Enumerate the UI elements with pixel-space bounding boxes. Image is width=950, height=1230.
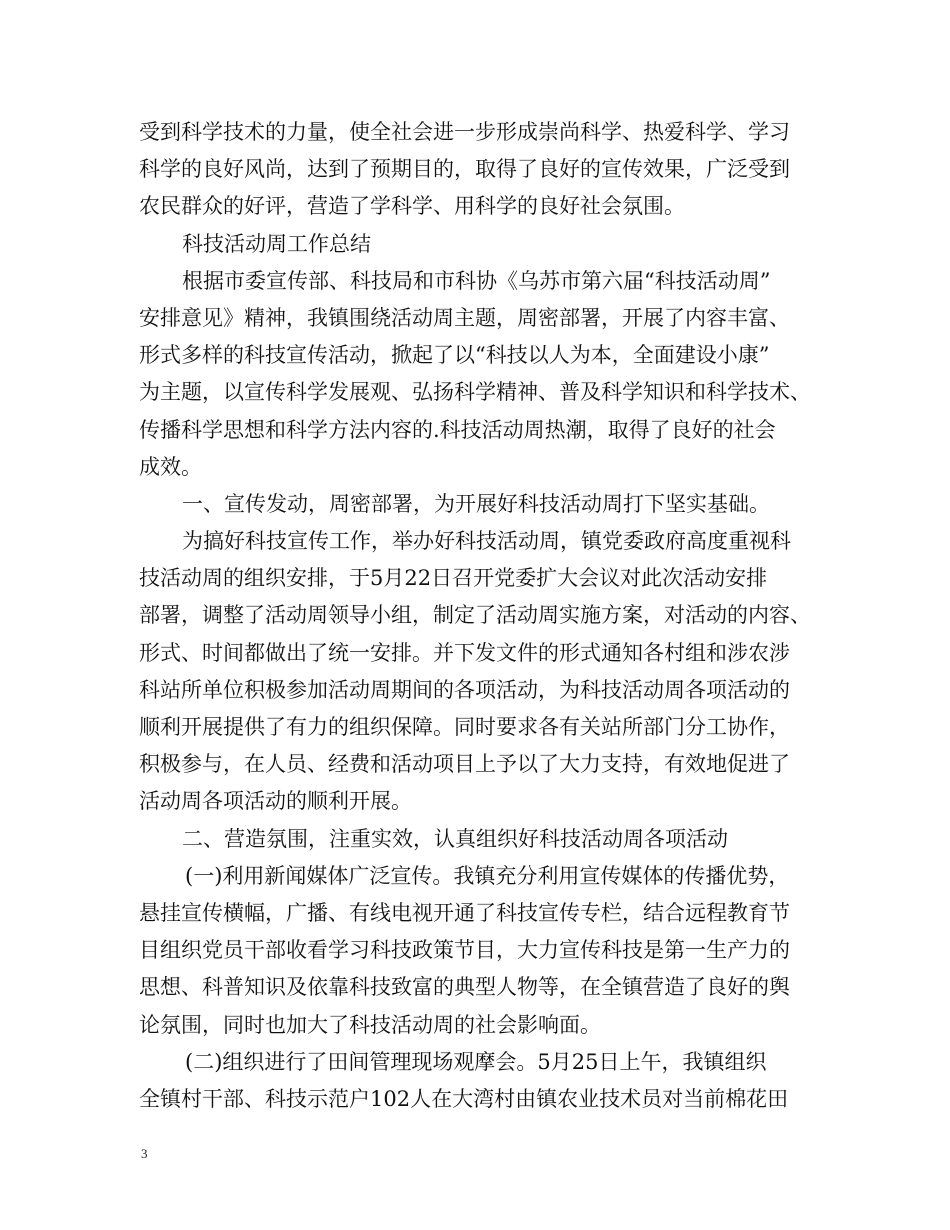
text-line-6: 安排意见》精神，我镇围绕活动周主题，周密部署，开展了内容丰富、: [139, 305, 790, 330]
text-line-13: 技活动周的组织安排，于5月22日召开党委扩大会议对此次活动安排: [139, 566, 768, 591]
text-line-22: 悬挂宣传横幅，广播、有线电视开通了科技宣传专栏，结合远程教育节: [139, 900, 790, 925]
section-title: 科技活动周工作总结: [182, 231, 371, 256]
text-line-25: 论氛围，同时也加大了科技活动周的社会影响面。: [139, 1012, 601, 1037]
text-line-17: 顺利开展提供了有力的组织保障。同时要求各有关站所部门分工协作，: [139, 715, 790, 739]
text-line-3: 农民群众的好评，营造了学科学、用科学的良好社会氛围。: [139, 194, 685, 219]
text-line-23: 目组织党员干部收看学习科技政策节目，大力宣传科技是第一生产力的: [139, 938, 790, 963]
text-line-18: 积极参与，在人员、经费和活动项目上予以了大力支持，有效地促进了: [139, 752, 790, 777]
document-body: [139, 114, 829, 1118]
heading-one: 一、宣传发动，周密部署，为开展好科技活动周打下坚实基础。: [182, 491, 770, 516]
subheading-one: (一)利用新闻媒体广泛宣传。我镇充分利用宣传媒体的传播优势，: [185, 863, 790, 888]
text-line-1: 受到科学技术的力量，使全社会进一步形成崇尚科学、热爱科学、学习: [139, 120, 790, 144]
text-line-12: 为搞好科技宣传工作，举办好科技活动周，镇党委政府高度重视科: [182, 529, 791, 554]
text-line-15: 形式、时间都做出了统一安排。并下发文件的形式通知各村组和涉农涉: [139, 640, 790, 665]
text-line-5: 根据市委宣传部、科技局和市科协《乌苏市第六届“科技活动周”: [182, 268, 771, 293]
text-line-8: 为主题，以宣传科学发展观、弘扬科学精神、普及科学知识和科学技术、: [139, 380, 811, 405]
text-line-10: 成效。: [139, 454, 202, 479]
text-line-2: 科学的良好风尚，达到了预期目的，取得了良好的宣传效果，广泛受到: [139, 157, 790, 182]
subheading-two: (二)组织进行了田间管理现场观摩会。5月25日上午，我镇组织: [185, 1049, 767, 1074]
text-line-27: 全镇村干部、科技示范户102人在大湾村由镇农业技术员对当前棉花田: [139, 1086, 789, 1111]
heading-two: 二、营造氛围，注重实效，认真组织好科技活动周各项活动: [182, 826, 728, 851]
text-line-14: 部署，调整了活动周领导小组，制定了活动周实施方案，对活动的内容、: [139, 603, 811, 628]
text-line-7: 形式多样的科技宣传活动，掀起了以“科技以人为本，全面建设小康”: [139, 343, 770, 368]
page-number: 3: [141, 1146, 148, 1161]
text-line-16: 科站所单位积极参加活动周期间的各项活动，为科技活动周各项活动的: [139, 677, 790, 702]
text-line-9: 传播科学思想和科学方法内容的.科技活动周热潮，取得了良好的社会: [139, 417, 776, 442]
text-line-24: 思想、科普知识及依靠科技致富的典型人物等，在全镇营造了良好的舆: [139, 975, 790, 1000]
text-line-19: 活动周各项活动的顺利开展。: [139, 789, 412, 814]
